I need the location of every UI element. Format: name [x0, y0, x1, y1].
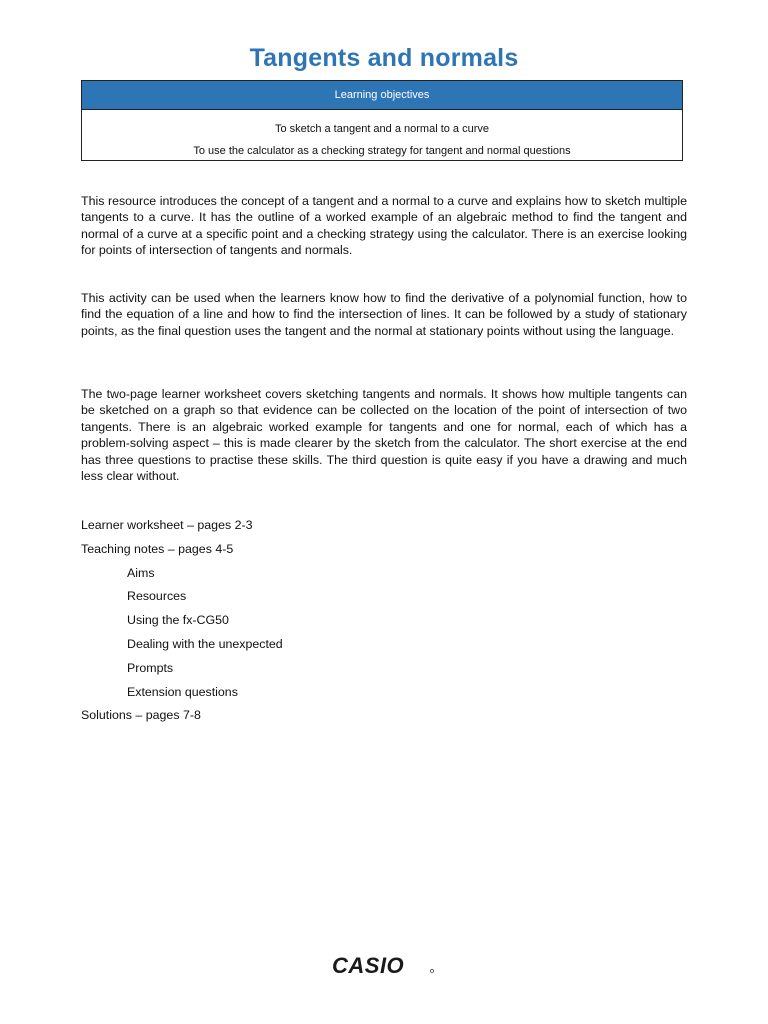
contents-list	[81, 514, 687, 728]
learning-objectives-list	[82, 110, 682, 162]
casio-logo-mark	[332, 952, 436, 978]
learning-objective: To sketch a tangent and a normal to a curve	[274, 123, 490, 135]
contents-subitem: Using the fx-CG50	[127, 613, 229, 628]
registered-mark-icon	[430, 969, 433, 972]
learning-objective: To use the calculator as a checking strategy for tangent and normal questions	[193, 145, 571, 157]
contents-item: Solutions – pages 7-8	[81, 708, 201, 723]
worksheet-paragraph: The two-page learner worksheet covers sketching tangents and normals. It shows how multiple tangents can be sketched on a graph so that evidence can be collected on the location of the point of intersection of two tangents. There is an algebraic worked example for tangents and one for normal, each of which has a problem-solving aspect – this is made clearer by the sketch from the calculator. The short exercise at the end has three questions to practise these skills. The third question is quite easy if you have a drawing and much less clear without.	[81, 387, 687, 484]
contents-subitem: Resources	[127, 589, 187, 604]
contents-item: Teaching notes – pages 4-5	[81, 541, 234, 556]
learning-objectives-header: Learning objectives	[82, 81, 682, 110]
usage-paragraph: This activity can be used when the learners know how to find the derivative of a polynomial function, how to find the equation of a line and how to find the intersection of lines. It can be followed by a study of stationary points, as the final question uses the tangent and the normal at stationary points without using the language.	[81, 291, 687, 338]
contents-subitem: Extension questions	[127, 684, 238, 699]
casio-logo-text: CASIO	[332, 953, 405, 978]
contents-subitem: Dealing with the unexpected	[127, 636, 283, 651]
intro-paragraph: This resource introduces the concept of a tangent and a normal to a curve and explains how to sketch multiple tangents to a curve. It has the outline of a worked example of an algebraic method to find the tangent and normal of a curve at a specific point and a checking strategy using the calculator. There is an exercise looking for points of intersection of tangents and normals.	[81, 194, 687, 258]
page-title: Tangents and normals	[249, 44, 519, 72]
contents-item: Learner worksheet – pages 2-3	[81, 518, 253, 532]
contents-subitem: Prompts	[127, 660, 174, 675]
casio-logo	[0, 952, 768, 983]
learning-objectives-box	[81, 80, 683, 161]
contents-subitem: Aims	[127, 565, 155, 580]
